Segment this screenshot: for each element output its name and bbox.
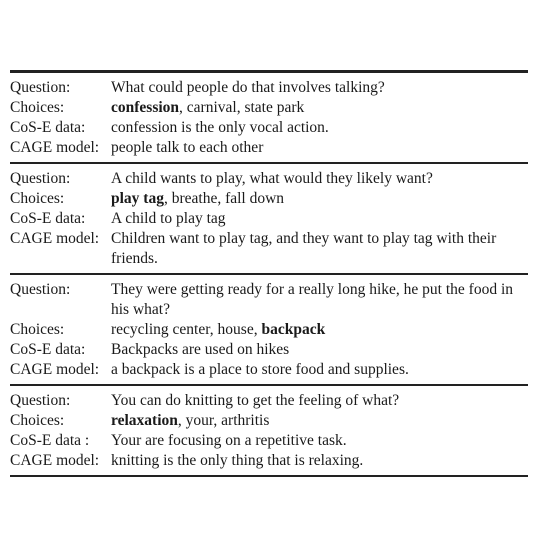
choices-list: relaxation, your, arthritis [111, 412, 270, 429]
choice: breathe [171, 190, 218, 207]
choice-correct: backpack [261, 321, 326, 338]
cage-row [10, 360, 528, 380]
cose-label: CoS-E data : [10, 432, 90, 449]
cose-row [10, 118, 528, 138]
cose-label: CoS-E data: [10, 210, 86, 227]
question-label: Question: [10, 79, 71, 96]
cose-text: A child to play tag [111, 210, 226, 227]
question-text: They were getting ready for a really long hike, he put the food in his what? [111, 281, 514, 318]
example-block-2 [10, 164, 528, 273]
choices-row [10, 320, 528, 340]
choice: carnival [186, 99, 237, 116]
cage-row [10, 138, 528, 158]
choice-correct: relaxation [111, 412, 178, 429]
choice: your [185, 412, 214, 429]
question-text: A child wants to play, what would they likely want? [111, 170, 433, 187]
cose-text: Your are focusing on a repetitive task. [111, 432, 347, 449]
cose-row [10, 340, 528, 360]
example-block-3 [10, 275, 528, 384]
choices-list: recycling center, house, backpack [111, 321, 326, 338]
choices-list: play tag, breathe, fall down [111, 190, 285, 207]
question-text: What could people do that involves talking? [111, 79, 385, 96]
cose-text: Backpacks are used on hikes [111, 341, 290, 358]
cose-row [10, 431, 528, 451]
table-bottom-rule [10, 475, 528, 477]
question-label: Question: [10, 281, 71, 298]
question-row [10, 78, 528, 98]
choice: fall down [225, 190, 285, 207]
cage-label: CAGE model: [10, 139, 100, 156]
example-block-4 [10, 386, 528, 475]
choice-correct: confession [111, 99, 180, 116]
choices-list: confession, carnival, state park [111, 99, 305, 116]
question-row [10, 169, 528, 189]
question-text: You can do knitting to get the feeling of what? [111, 392, 400, 409]
choices-label: Choices: [10, 321, 65, 338]
cage-text: people talk to each other [111, 139, 264, 156]
cage-row [10, 229, 528, 269]
examples-table [10, 70, 528, 477]
choice: house [217, 321, 254, 338]
cose-text: confession is the only vocal action. [111, 119, 329, 136]
cage-text: Children want to play tag, and they want to play tag with their friends. [111, 230, 497, 267]
cage-label: CAGE model: [10, 452, 100, 469]
cose-row [10, 209, 528, 229]
choice: recycling center [111, 321, 210, 338]
question-row [10, 391, 528, 411]
choices-label: Choices: [10, 412, 65, 429]
example-block-1 [10, 73, 528, 162]
question-label: Question: [10, 170, 71, 187]
choices-label: Choices: [10, 99, 65, 116]
choice: arthritis [221, 412, 270, 429]
choice-correct: play tag [111, 190, 164, 207]
cage-text: knitting is the only thing that is relaxing. [111, 452, 364, 469]
choices-label: Choices: [10, 190, 65, 207]
choices-row [10, 98, 528, 118]
cage-label: CAGE model: [10, 230, 100, 247]
cage-label: CAGE model: [10, 361, 100, 378]
cage-row [10, 451, 528, 471]
choices-row [10, 411, 528, 431]
choice: state park [244, 99, 305, 116]
cage-text: a backpack is a place to store food and supplies. [111, 361, 409, 378]
cose-label: CoS-E data: [10, 119, 86, 136]
choices-row [10, 189, 528, 209]
cose-label: CoS-E data: [10, 341, 86, 358]
question-label: Question: [10, 392, 71, 409]
question-row [10, 280, 528, 320]
